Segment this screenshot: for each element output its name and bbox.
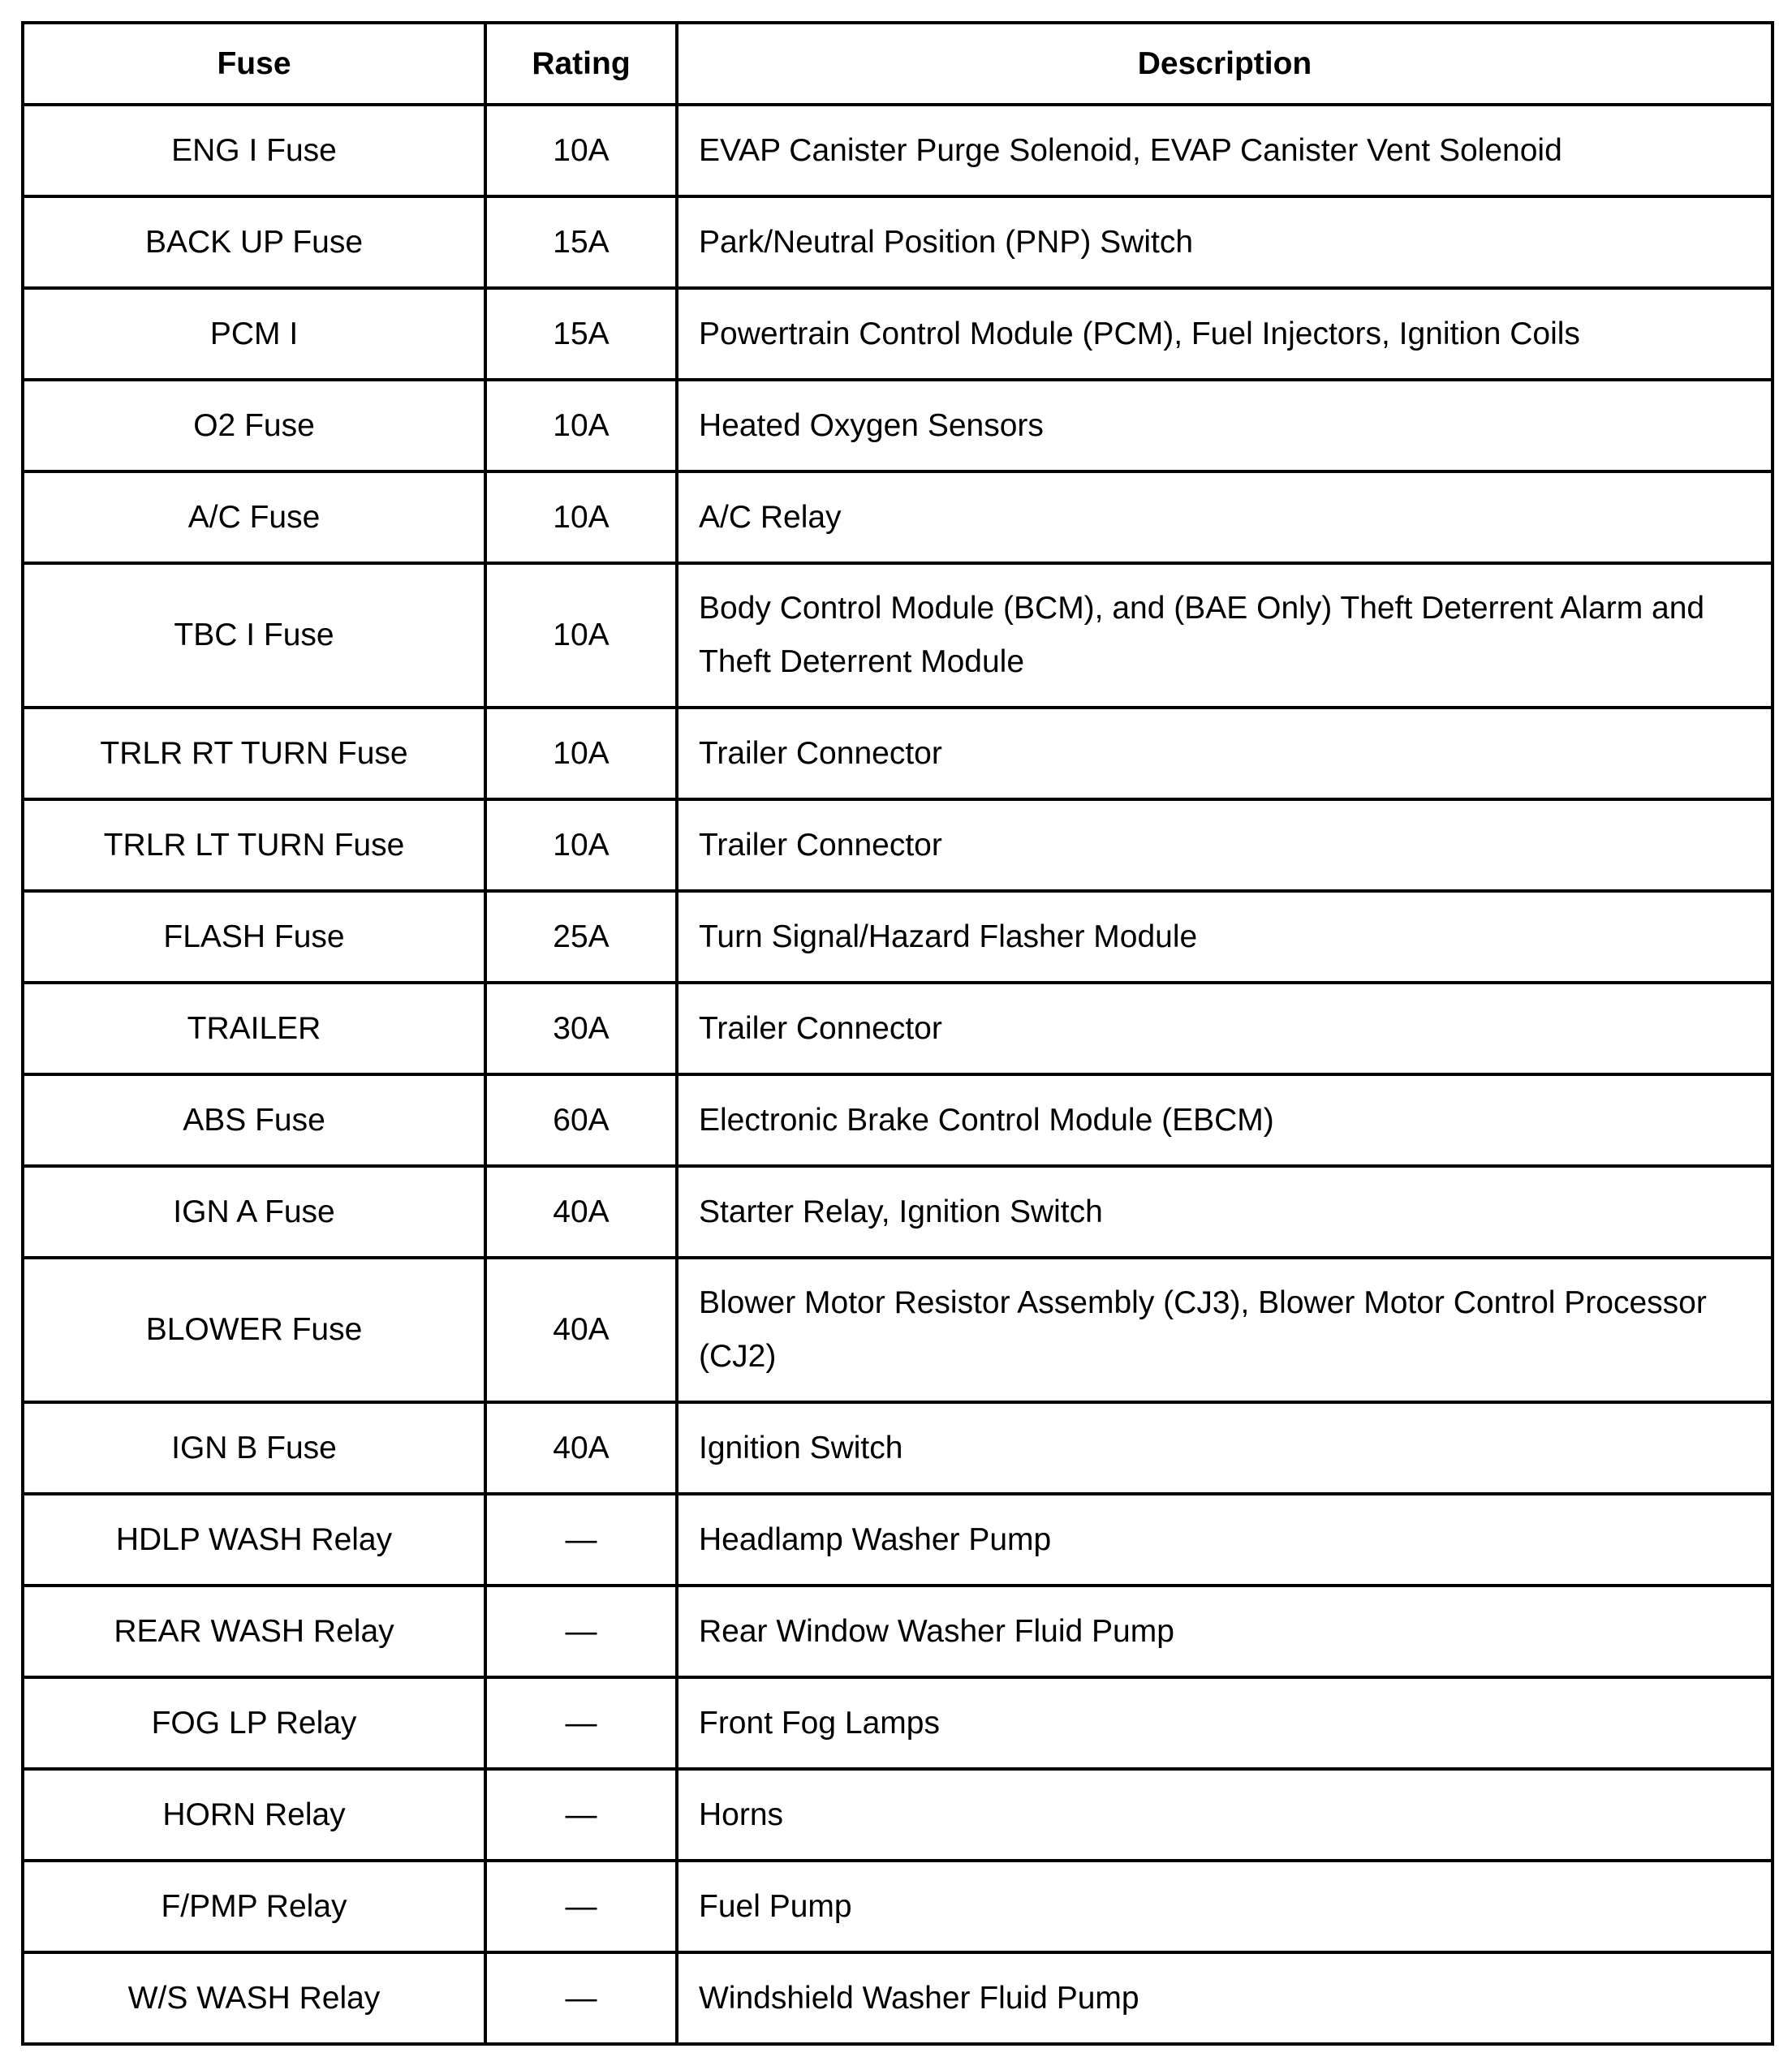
rating-cell: 40A xyxy=(485,1258,677,1402)
rating-cell: 10A xyxy=(485,563,677,708)
description-cell: Electronic Brake Control Module (EBCM) xyxy=(677,1074,1773,1166)
table-row xyxy=(23,1402,1773,1494)
table-row xyxy=(23,1861,1773,1952)
table-row xyxy=(23,1074,1773,1166)
fuse-cell: HORN Relay xyxy=(23,1769,485,1861)
header-description: Description xyxy=(677,23,1773,105)
rating-cell: — xyxy=(485,1861,677,1952)
rating-cell: 10A xyxy=(485,380,677,471)
fuse-cell: TRLR RT TURN Fuse xyxy=(23,708,485,799)
rating-cell: 40A xyxy=(485,1402,677,1494)
description-cell: Front Fog Lamps xyxy=(677,1677,1773,1769)
table-row xyxy=(23,1586,1773,1677)
description-cell: Headlamp Washer Pump xyxy=(677,1494,1773,1586)
fuse-cell: ABS Fuse xyxy=(23,1074,485,1166)
rating-cell: 10A xyxy=(485,708,677,799)
fuse-cell: F/PMP Relay xyxy=(23,1861,485,1952)
table-row xyxy=(23,983,1773,1074)
rating-cell: — xyxy=(485,1586,677,1677)
table-row xyxy=(23,1258,1773,1402)
table-row xyxy=(23,563,1773,708)
table-row xyxy=(23,471,1773,563)
table-row xyxy=(23,799,1773,891)
table-row xyxy=(23,1494,1773,1586)
fuse-cell: FLASH Fuse xyxy=(23,891,485,983)
description-cell: Trailer Connector xyxy=(677,799,1773,891)
table-row xyxy=(23,105,1773,196)
fuse-cell: PCM I xyxy=(23,288,485,380)
rating-cell: 10A xyxy=(485,799,677,891)
description-cell: Windshield Washer Fluid Pump xyxy=(677,1952,1773,2044)
description-cell: Starter Relay, Ignition Switch xyxy=(677,1166,1773,1258)
table-row xyxy=(23,1677,1773,1769)
fuse-cell: TRAILER xyxy=(23,983,485,1074)
fuse-cell: REAR WASH Relay xyxy=(23,1586,485,1677)
description-cell: Park/Neutral Position (PNP) Switch xyxy=(677,196,1773,288)
header-rating: Rating xyxy=(485,23,677,105)
description-cell: Fuel Pump xyxy=(677,1861,1773,1952)
description-cell: Blower Motor Resistor Assembly (CJ3), Blower Motor Control Processor (CJ2) xyxy=(677,1258,1773,1402)
fuse-cell: IGN A Fuse xyxy=(23,1166,485,1258)
rating-cell: 15A xyxy=(485,288,677,380)
description-cell: EVAP Canister Purge Solenoid, EVAP Canister Vent Solenoid xyxy=(677,105,1773,196)
header-row xyxy=(23,23,1773,105)
table-row xyxy=(23,708,1773,799)
rating-cell: 60A xyxy=(485,1074,677,1166)
description-cell: A/C Relay xyxy=(677,471,1773,563)
rating-cell: 10A xyxy=(485,105,677,196)
rating-cell: — xyxy=(485,1494,677,1586)
rating-cell: — xyxy=(485,1952,677,2044)
table-row xyxy=(23,288,1773,380)
fuse-cell: A/C Fuse xyxy=(23,471,485,563)
rating-cell: 15A xyxy=(485,196,677,288)
fuse-cell: IGN B Fuse xyxy=(23,1402,485,1494)
description-cell: Rear Window Washer Fluid Pump xyxy=(677,1586,1773,1677)
description-cell: Ignition Switch xyxy=(677,1402,1773,1494)
table-row xyxy=(23,1769,1773,1861)
fuse-cell: TRLR LT TURN Fuse xyxy=(23,799,485,891)
rating-cell: — xyxy=(485,1677,677,1769)
rating-cell: 30A xyxy=(485,983,677,1074)
description-cell: Body Control Module (BCM), and (BAE Only) Theft Deterrent Alarm and Theft Deterrent Module xyxy=(677,563,1773,708)
description-cell: Trailer Connector xyxy=(677,708,1773,799)
description-cell: Turn Signal/Hazard Flasher Module xyxy=(677,891,1773,983)
rating-cell: 40A xyxy=(485,1166,677,1258)
fuse-cell: ENG I Fuse xyxy=(23,105,485,196)
description-cell: Trailer Connector xyxy=(677,983,1773,1074)
table-row xyxy=(23,1166,1773,1258)
fuse-cell: BACK UP Fuse xyxy=(23,196,485,288)
fuse-cell: TBC I Fuse xyxy=(23,563,485,708)
table-row xyxy=(23,380,1773,471)
rating-cell: 25A xyxy=(485,891,677,983)
table-row xyxy=(23,1952,1773,2044)
table-row xyxy=(23,891,1773,983)
description-cell: Horns xyxy=(677,1769,1773,1861)
fuse-table xyxy=(21,21,1774,2046)
fuse-cell: BLOWER Fuse xyxy=(23,1258,485,1402)
description-cell: Heated Oxygen Sensors xyxy=(677,380,1773,471)
fuse-cell: HDLP WASH Relay xyxy=(23,1494,485,1586)
table-row xyxy=(23,196,1773,288)
header-fuse: Fuse xyxy=(23,23,485,105)
fuse-cell: W/S WASH Relay xyxy=(23,1952,485,2044)
rating-cell: — xyxy=(485,1769,677,1861)
rating-cell: 10A xyxy=(485,471,677,563)
fuse-cell: FOG LP Relay xyxy=(23,1677,485,1769)
description-cell: Powertrain Control Module (PCM), Fuel Injectors, Ignition Coils xyxy=(677,288,1773,380)
fuse-cell: O2 Fuse xyxy=(23,380,485,471)
